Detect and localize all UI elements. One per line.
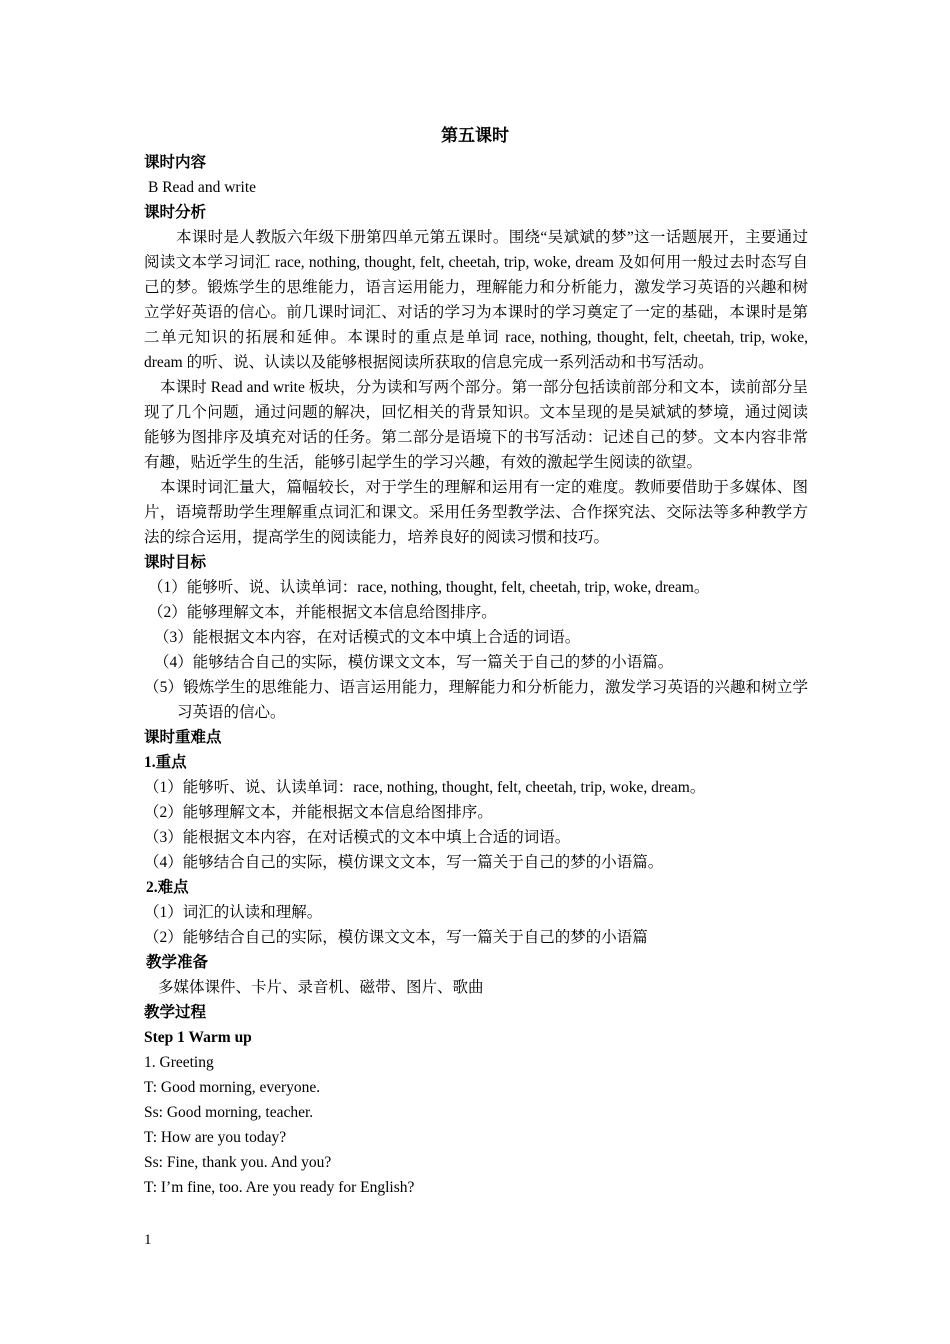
goal-item-4: （4）能够结合自己的实际，模仿课文文本，写一篇关于自己的梦的小语篇。 [154,654,674,671]
section-heading-prep: 教学准备 [146,954,209,971]
subheading-key: 1.重点 [144,754,187,771]
key-item-2: （2）能够理解文本，并能根据文本信息给图排序。 [144,804,493,821]
key-item-4: （4）能够结合自己的实际，模仿课文文本，写一篇关于自己的梦的小语篇。 [144,854,664,871]
goal-item-5: （5）锻炼学生的思维能力、语言运用能力，理解能力和分析能力，激发学习英语的兴趣和树立学习英语的信心。 [144,679,808,721]
content-text: B Read and write [148,179,257,196]
page-title: 第五课时 [441,126,509,145]
step1-line-5: Ss: Fine, thank you. And you? [144,1154,332,1171]
key-item-1: （1）能够听、说、认读单词：race, nothing, thought, felt, cheetah, trip, woke, dream。 [144,779,706,796]
goal-item-3: （3）能根据文本内容，在对话模式的文本中填上合适的词语。 [154,629,581,646]
difficult-item-2: （2）能够结合自己的实际，模仿课文文本，写一篇关于自己的梦的小语篇 [144,929,648,946]
page-number: 1 [144,1232,152,1248]
goal-item-2: （2）能够理解文本，并能根据文本信息给图排序。 [148,604,497,621]
analysis-paragraph-2: 本课时 Read and write 板块，分为读和写两个部分。第一部分包括读前部分和文本，读前部分呈现了几个问题，通过问题的解决，回忆相关的背景知识。文本呈现的是吴斌斌的梦境，通过阅读能够为图排序及填充对话的任务。第二部分是语境下的书写活动：记述自己的梦。文本内容非常有趣，贴近学生的生活，能够引起学生的学习兴趣，有效的激起学生阅读的欲望。 [144,379,808,471]
section-heading-analysis: 课时分析 [144,204,207,221]
section-heading-goals: 课时目标 [144,554,207,571]
step1-line-6: T: I’m fine, too. Are you ready for English? [144,1179,415,1196]
prep-text: 多媒体课件、卡片、录音机、磁带、图片、歌曲 [158,979,484,996]
step1-line-2: T: Good morning, everyone. [144,1079,321,1096]
step1-line-1: 1. Greeting [144,1054,214,1071]
step1-line-4: T: How are you today? [144,1129,287,1146]
subheading-difficult: 2.难点 [146,879,189,896]
section-heading-content: 课时内容 [144,154,207,171]
analysis-paragraph-3: 本课时词汇量大，篇幅较长，对于学生的理解和运用有一定的难度。教师要借助于多媒体、图片，语境帮助学生理解重点词汇和课文。采用任务型教学法、合作探究法、交际法等多种教学方法的综合运用，提高学生的阅读能力，培养良好的阅读习惯和技巧。 [144,479,808,546]
step1-line-3: Ss: Good morning, teacher. [144,1104,314,1121]
goal-item-1: （1）能够听、说、认读单词：race, nothing, thought, felt, cheetah, trip, woke, dream。 [148,579,710,596]
document-body [144,150,808,1200]
step1-heading: Step 1 Warm up [144,1029,252,1046]
difficult-item-1: （1）词汇的认读和理解。 [144,904,323,921]
key-item-3: （3）能根据文本内容，在对话模式的文本中填上合适的词语。 [144,829,571,846]
analysis-paragraph-1: 本课时是人教版六年级下册第四单元第五课时。围绕“吴斌斌的梦”这一话题展开，主要通过阅读文本学习词汇 race, nothing, thought, felt, cheetah, trip, woke, dream 及如何用一般过去时态写自己的梦。锻炼学生的思维能力，语言运用能力，理解能力和分析能力，激发学习英语的兴趣和树立学好英语的信心。前几课时词汇、对话的学习为本课时的学习奠定了一定的基础，本课时是第二单元知识的拓展和延伸。本课时的重点是单词 race, nothing, thought, felt, cheetah, trip, woke, dream 的听、说、认读以及能够根据阅读所获取的信息完成一系列活动和书写活动。 [144,229,808,371]
section-heading-process: 教学过程 [144,1004,207,1021]
section-heading-keypoints: 课时重难点 [144,729,222,746]
